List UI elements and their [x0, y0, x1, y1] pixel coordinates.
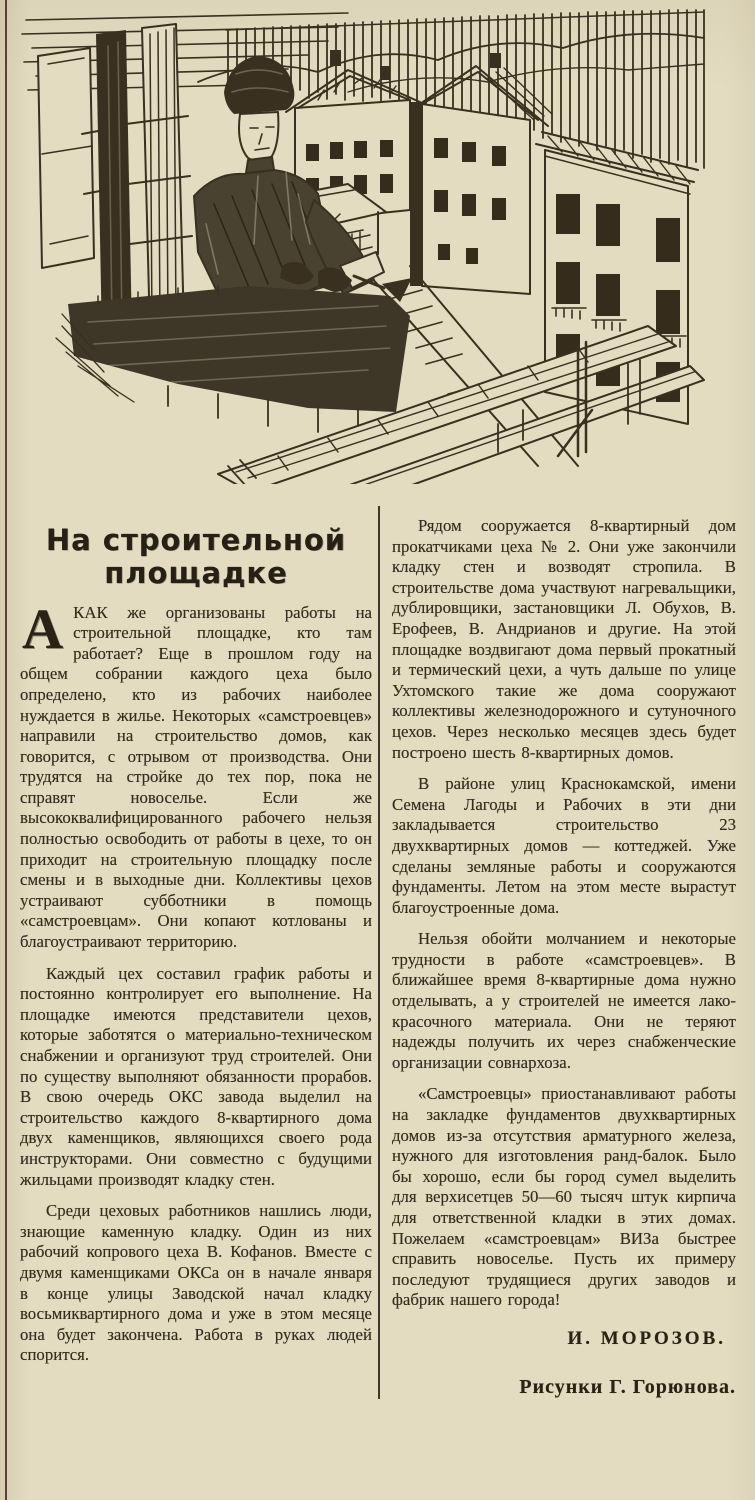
paragraph: Среди цеховых работников нашлись люди, знающие каменную кладку. Один из них рабочий копрового цеха В. Кофанов. Вместе с двумя каменщиками ОКСа он в начале января в конце улицы Заводской начал кладку восьмиквартирного дома и уже в этом месяце она будет закончена. Работа в руках людей спорится.	[20, 1201, 372, 1365]
left-column	[20, 506, 372, 1399]
paragraph-lead	[20, 597, 372, 953]
lead-paragraph-text: КАК же организованы работы на строительной площадке, кто там работает? Еще в прошлом году на общем собрании каждого цеха было определено, кто из рабочих наиболее нуждается в жилье. Некоторых «самстроевцев» направили на строительство домов, как говорится, с отрывом от производства. Они трудятся на стройке до тех пор, пока не справят новоселье. Если же высококвалифицированного рабочего нельзя полностью освободить от работы в цехе, то он приходит на строительную площадку после смены и в выходные дни. Коллективы цехов устраивают субботники в помощь «самстроевцам». Они копают котлованы и благоустраивают территорию.	[20, 602, 372, 952]
headline-line-1: На строительной	[45, 523, 347, 557]
headline-line-2: площадке	[104, 555, 288, 590]
paragraph: Нельзя обойти молчанием и некоторые трудности в работе «самстроевцев». В ближайшее время 8-квартирные дома нужно отделывать, а у строителей не имеется лако-красочного материала. Они не теряют надежды получить их через снабженческие организации совнархоза.	[392, 929, 736, 1072]
author-signature: И. МОРОЗОВ.	[567, 1327, 726, 1349]
article-columns	[20, 506, 742, 1399]
paragraph: «Самстроевцы» приостанавливают работы на закладке фундаментов двухквартирных домов из-за отсутствия арматурного железа, нужного для изготовления ранд-балок. Было бы хорошо, если бы город сумел выделить для верхисетцев 50—60 тысяч штук кирпича для ответственной кладки в этих домах. Пожелаем «самстроевцам» ВИЗа быстрее справить новоселье. Пусть их примеру последуют трудящиеся других заводов и фабрик нашего города!	[392, 1084, 736, 1310]
paragraph: В районе улиц Краснокамской, имени Семена Лагоды и Рабочих в эти дни закладывается строительство 23 двухквартирных домов — коттеджей. Уже сделаны земляные работы и сооружаются фундаменты. Летом на этом месте вырастут благоустроенные дома.	[392, 774, 736, 917]
illustration-drawing	[18, 4, 718, 484]
paragraph: Каждый цех составил график работы и постоянно контролирует его выполнение. На площадке имеются представители цехов, которые заботятся о материально-техническом снабжении и организуют труд строителей. Они по существу выполняют обязанности прорабов. В свою очередь ОКС завода выделил на строительство каждого 8-квартирного дома двух каменщиков, являющихся своего рода инструкторами. Они совместно с будущими жильцами производят кладку стен.	[20, 963, 372, 1189]
foreground-brick-wall	[56, 286, 410, 434]
paragraph: Рядом сооружается 8-квартирный дом прокатчиками цеха № 2. Они уже закончили кладку стен и возводят стропила. В строительстве дома участвуют нагревальщики, дублировщики, застановщики Л. Обухов, В. Ерофеев, В. Андрианов и другие. На этой площадке воздвигают дома первый прокатный и термический цехи, а чуть дальше по улице Ухтомского такие же дома сооружают коллективы железнодорожного и сутуночного цехов. Через несколько месяцев здесь будет построено шесть 8-квартирных домов.	[392, 516, 736, 762]
article-headline	[22, 524, 370, 590]
drop-cap: А	[22, 597, 64, 661]
right-column	[378, 506, 736, 1399]
scan-edge-rule	[5, 0, 7, 1500]
bricklayer-illustration	[18, 4, 718, 484]
drawings-credit: Рисунки Г. Горюнова.	[519, 1375, 736, 1398]
